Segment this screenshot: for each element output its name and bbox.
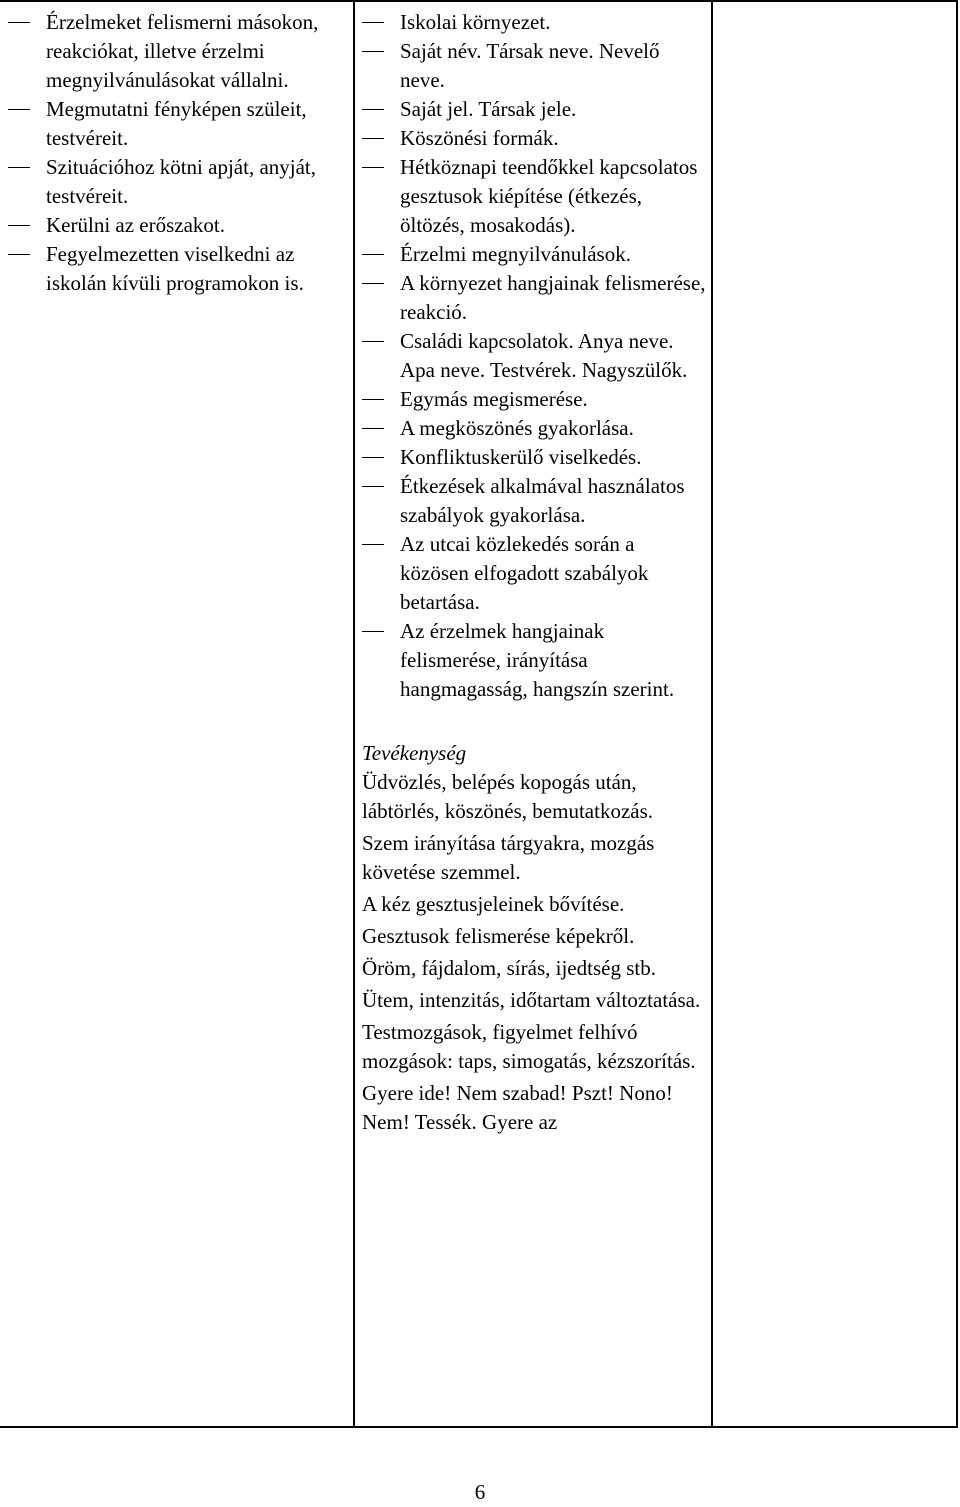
list-item: Saját jel. Társak jele. (362, 95, 707, 124)
dash-bullet-icon (362, 544, 384, 545)
list-item: A megköszönés gyakorlása. (362, 414, 707, 443)
dash-bullet-icon (8, 167, 30, 168)
list-item: Szituációhoz kötni apját, anyját, testvéreit. (8, 153, 348, 211)
list-item: Fegyelmezetten viselkedni az iskolán kívüli programokon is. (8, 240, 348, 298)
activity-item: Öröm, fájdalom, sírás, ijedtség stb. (362, 956, 656, 980)
dash-bullet-icon (362, 254, 384, 255)
dash-bullet-icon (362, 283, 384, 284)
activity-heading: Tevékenység (362, 741, 467, 765)
column-divider (711, 2, 713, 1426)
list-item: Egymás megismerése. (362, 385, 707, 414)
activity-item: Gyere ide! Nem szabad! Pszt! Nono! Nem! Tessék. Gyere az (362, 1081, 673, 1134)
list-item: Konfliktuskerülő viselkedés. (362, 443, 707, 472)
list-item: Kerülni az erőszakot. (8, 211, 348, 240)
goals-column (8, 8, 348, 298)
activity-item: Szem irányítása tárgyakra, mozgás követése szemmel. (362, 831, 655, 884)
dash-bullet-icon (362, 22, 384, 23)
list-item: Étkezések alkalmával használatos szabályok gyakorlása. (362, 472, 707, 530)
list-item: Érzelmeket felismerni másokon, reakciókat, illetve érzelmi megnyilvánulásokat vállalni. (8, 8, 348, 95)
content-list (362, 8, 707, 704)
list-item: Iskolai környezet. (362, 8, 707, 37)
dash-bullet-icon (362, 138, 384, 139)
list-item: Saját név. Társak neve. Nevelő neve. (362, 37, 707, 95)
dash-bullet-icon (8, 254, 30, 255)
list-item: Megmutatni fényképen szüleit, testvéreit. (8, 95, 348, 153)
activity-item: Ütem, intenzitás, időtartam változtatása. (362, 988, 701, 1012)
dash-bullet-icon (362, 399, 384, 400)
column-divider (353, 2, 355, 1426)
list-item: Érzelmi megnyilvánulások. (362, 240, 707, 269)
list-item: Az utcai közlekedés során a közösen elfogadott szabályok betartása. (362, 530, 707, 617)
activity-list (362, 768, 707, 1137)
dash-bullet-icon (362, 486, 384, 487)
dash-bullet-icon (362, 457, 384, 458)
dash-bullet-icon (362, 51, 384, 52)
dash-bullet-icon (8, 225, 30, 226)
list-item: Az érzelmek hangjainak felismerése, irányítása hangmagasság, hangszín szerint. (362, 617, 707, 704)
dash-bullet-icon (362, 341, 384, 342)
list-item: Köszönési formák. (362, 124, 707, 153)
dash-bullet-icon (362, 167, 384, 168)
activity-item: Testmozgások, figyelmet felhívó mozgások: taps, simogatás, kézszorítás. (362, 1020, 696, 1073)
dash-bullet-icon (362, 631, 384, 632)
dash-bullet-icon (8, 109, 30, 110)
page-number: 6 (474, 1480, 486, 1504)
dash-bullet-icon (362, 109, 384, 110)
goals-list (8, 8, 348, 298)
activity-item: Gesztusok felismerése képekről. (362, 924, 635, 948)
activity-item: Üdvözlés, belépés kopogás után, lábtörlés, köszönés, bemutatkozás. (362, 770, 654, 823)
list-item: Hétköznapi teendőkkel kapcsolatos gesztusok kiépítése (étkezés, öltözés, mosakodás). (362, 153, 707, 240)
list-item: Családi kapcsolatok. Anya neve. Apa neve. Testvérek. Nagyszülők. (362, 327, 707, 385)
list-item: A környezet hangjainak felismerése, reakció. (362, 269, 707, 327)
content-column (362, 8, 707, 1137)
activity-item: A kéz gesztusjeleinek bővítése. (362, 892, 625, 916)
dash-bullet-icon (8, 22, 30, 23)
dash-bullet-icon (362, 428, 384, 429)
